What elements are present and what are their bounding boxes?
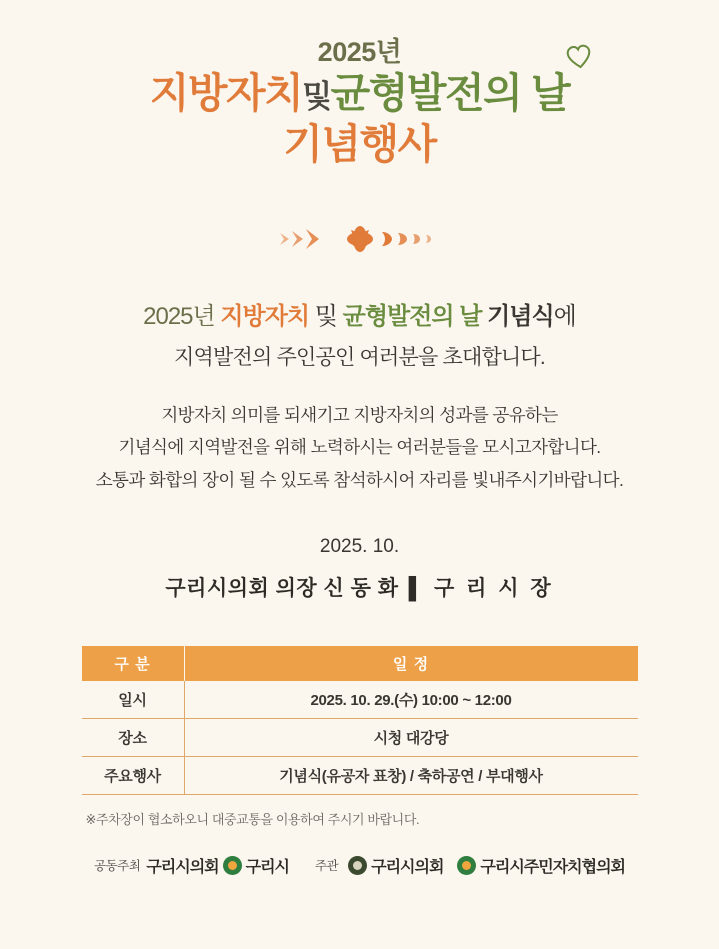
floral-divider-icon [270,214,450,264]
row-value-program: 기념식(유공자 표창) / 축하공연 / 부대행사 [184,756,638,794]
row-label-program: 주요행사 [82,756,185,794]
host-org-1: 구리시의회 [146,858,219,876]
row-label-venue: 장소 [82,718,185,756]
schedule-table [82,646,638,795]
invitation-line-1 [0,300,719,335]
table-row [82,718,638,756]
invitation-body [0,399,719,496]
header-schedule: 일 정 [184,646,638,681]
footer-organizations [0,854,719,877]
invite-ceremony: 기념식 [481,302,554,330]
invite-particle: 에 [553,302,576,330]
guri-city-emblem-icon [223,856,242,875]
signature-line [0,572,719,602]
title-event-word: 기념행사 [283,120,436,167]
title-main-line [0,70,719,117]
residents-association-emblem-icon [457,856,476,875]
title-segment-jibangjachi: 지방자치 [149,69,303,116]
table-header-row [82,646,638,681]
body-line-2: 기념식에 지역발전을 위해 노력하시는 여러분들을 모시고자합니다. [118,437,601,458]
table-row [82,756,638,794]
sponsor-org-2: 구리시주민자치협의회 [480,858,625,876]
row-label-datetime: 일시 [82,681,185,719]
issue-date: 2025. 10. [319,535,400,557]
row-value-datetime: 2025. 10. 29.(수) 10:00 ~ 12:00 [184,681,638,719]
signature-divider: ▌ [408,576,424,600]
invite-balanced-development: 균형발전의 날 [342,302,482,330]
invite-and: 및 [309,302,343,330]
invite-jibangjachi: 지방자치 [220,302,310,330]
sponsor-group [315,854,625,877]
parking-note: ※주차장이 협소하오니 대중교통을 이용하여 주시기 바랍니다. [85,811,420,827]
title-block [0,0,719,168]
invitation-line-2: 지역발전의 주인공인 여러분을 초대합니다. [174,345,545,369]
header-category: 구 분 [82,646,185,681]
row-value-venue: 시청 대강당 [184,718,638,756]
sponsor-org-1: 구리시의회 [371,858,444,876]
signature-council-chair: 구리시의회 의장 신 동 화 [165,576,399,600]
title-year: 2025년 [317,37,402,67]
body-line-1: 지방자치 의미를 되새기고 지방자치의 성과를 공유하는 [161,404,558,425]
host-org-2: 구리시 [245,858,289,876]
sponsor-label: 주관 [314,859,339,874]
heart-outline-icon [566,44,592,70]
host-group [94,854,289,877]
council-emblem-icon [348,856,367,875]
signature-mayor: 구 리 시 장 [433,576,554,600]
floral-divider [0,214,719,264]
schedule-table-wrapper [82,646,638,795]
body-line-3: 소통과 화합의 장이 될 수 있도록 참석하시어 자리를 빛내주시기바랍니다. [95,469,624,490]
invitation-headline [0,300,719,371]
table-row [82,681,638,719]
title-segment-balanced-development: 균형발전의 날 [330,69,570,116]
title-segment-and: 및 [302,78,331,114]
invite-year: 2025년 [143,302,221,330]
host-label: 공동주최 [94,859,141,874]
